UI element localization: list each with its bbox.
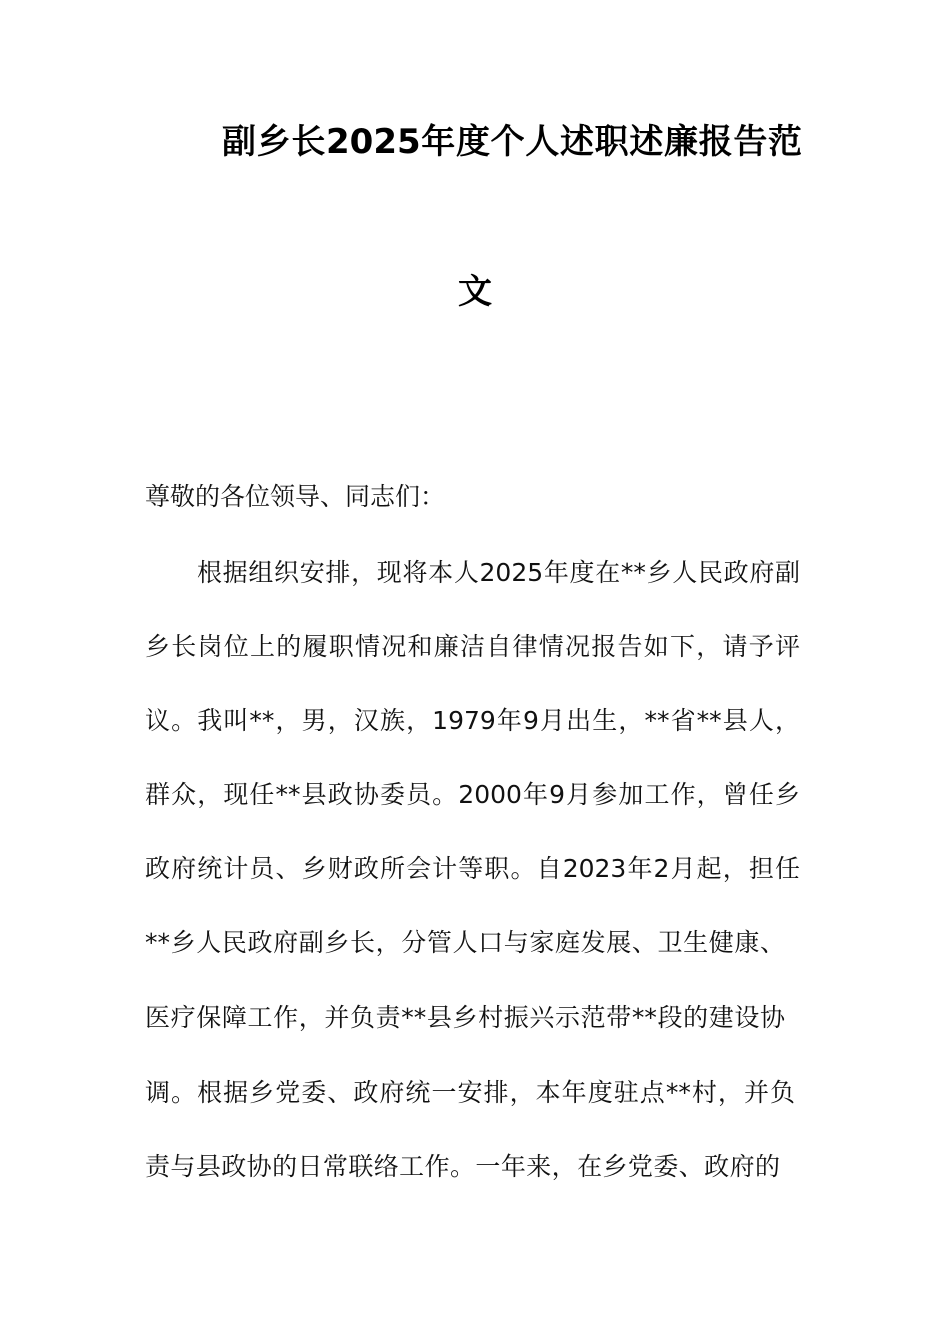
document-title-line-2: 文 bbox=[458, 272, 492, 312]
body-line: 政府统计员、乡财政所会计等职。自2023年2月起，担任 bbox=[145, 854, 800, 883]
body-line: 责与县政协的日常联络工作。一年来，在乡党委、政府的 bbox=[145, 1152, 780, 1181]
body-line: 根据组织安排，现将本人2025年度在**乡人民政府副 bbox=[197, 558, 800, 587]
document-title-line-1: 副乡长2025年度个人述职述廉报告范 bbox=[222, 122, 802, 162]
body-line: 议。我叫**，男，汉族，1979年9月出生，**省**县人， bbox=[145, 706, 800, 735]
body-line: 调。根据乡党委、政府统一安排，本年度驻点**村，并负 bbox=[145, 1078, 795, 1107]
body-line: 医疗保障工作，并负责**县乡村振兴示范带**段的建设协 bbox=[145, 1003, 785, 1032]
body-line: **乡人民政府副乡长，分管人口与家庭发展、卫生健康、 bbox=[145, 928, 785, 957]
body-line: 乡长岗位上的履职情况和廉洁自律情况报告如下，请予评 bbox=[145, 632, 800, 661]
body-line: 群众，现任**县政协委员。2000年9月参加工作，曾任乡 bbox=[145, 780, 800, 809]
salutation: 尊敬的各位领导、同志们： bbox=[145, 482, 446, 511]
